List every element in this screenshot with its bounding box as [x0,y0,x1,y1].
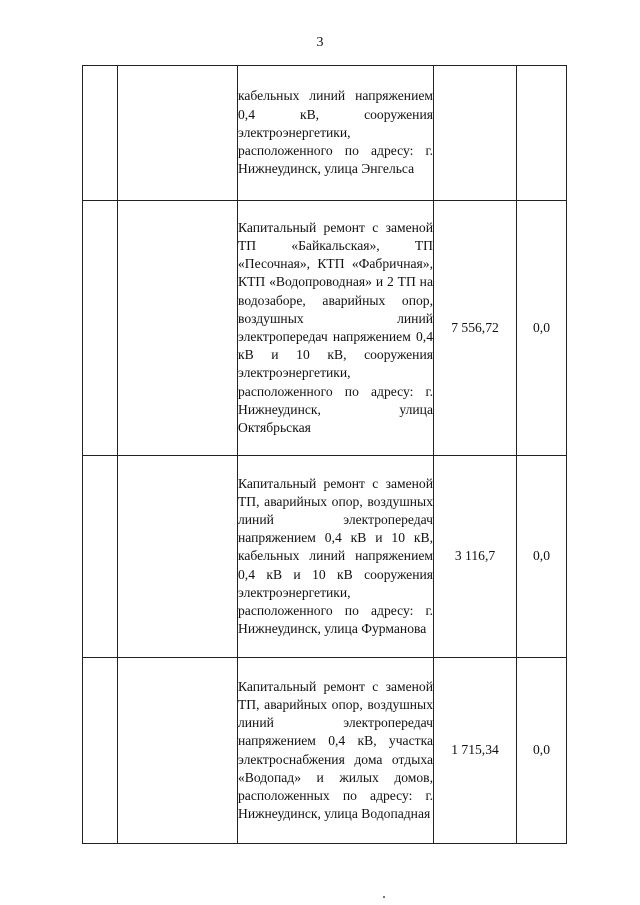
row-description: Капитальный ремонт с заменой ТП «Байкальская», ТП «Песочная», КТП «Фабричная», КТП «Водопроводная» и 2 ТП на водозаборе, аварийных опор, воздушных линий электропередач напряжением 0,4 кВ и 10 кВ, сооружения электроэнергетики, расположенного по адресу: г. Нижнеудинск, улица Октябрьская [238,201,434,456]
table-row [83,201,567,456]
row-amount: 1 715,34 [434,658,517,844]
table-cell-empty [83,66,118,201]
row-description: Капитальный ремонт с заменой ТП, аварийных опор, воздушных линий электропередач напряжением 0,4 кВ и 10 кВ, кабельных линий напряжением 0,4 кВ и 10 кВ сооружения электроэнергетики, расположенного по адресу: г. Нижнеудинск, улица Фурманова [238,456,434,658]
table-cell-empty [118,658,238,844]
table-cell-empty [118,456,238,658]
row-amount: 7 556,72 [434,201,517,456]
row-value: 0,0 [517,456,567,658]
row-amount: 3 116,7 [434,456,517,658]
row-amount [434,66,517,201]
row-value: 0,0 [517,201,567,456]
scan-speck [383,896,385,898]
table-cell-empty [83,658,118,844]
row-description: кабельных линий напряжением 0,4 кВ, сооружения электроэнергетики, расположенного по адресу: г. Нижнеудинск, улица Энгельса [238,66,434,201]
table-cell-empty [83,201,118,456]
row-description: Капитальный ремонт с заменой ТП, аварийных опор, воздушных линий электропередач напряжением 0,4 кВ, участка электроснабжения дома отдыха «Водопад» и жилых домов, расположенных по адресу: г. Нижнеудинск, улица Водопадная [238,658,434,844]
page-number: 3 [316,35,324,50]
table-row [83,66,567,201]
row-value: 0,0 [517,658,567,844]
table-cell-empty [83,456,118,658]
table-row [83,456,567,658]
table-cell-empty [118,201,238,456]
table-cell-empty [118,66,238,201]
table-row [83,658,567,844]
budget-table [82,65,567,844]
row-value [517,66,567,201]
